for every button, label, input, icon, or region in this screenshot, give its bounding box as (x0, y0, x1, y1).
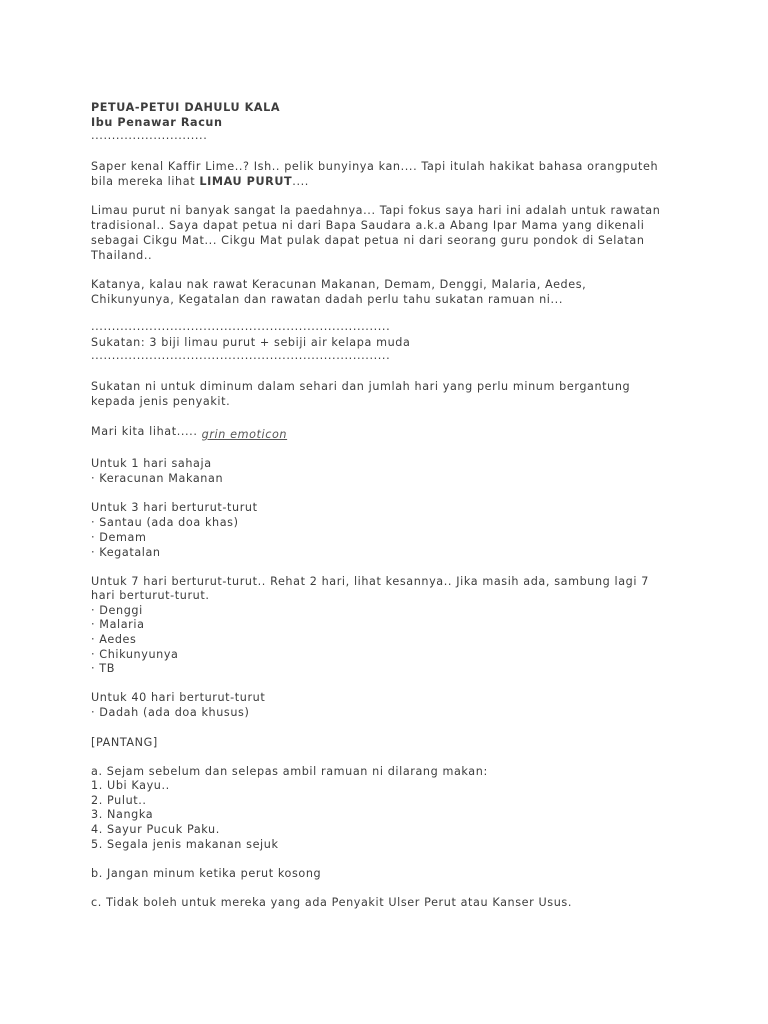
list-item: 1. Ubi Kayu.. (91, 779, 170, 792)
list-item: · Malaria (91, 618, 145, 631)
doc-subtitle: Ibu Penawar Racun (91, 116, 223, 129)
para2-line-4: Thailand.. (91, 249, 153, 262)
doc-title: PETUA-PETUI DAHULU KALA (91, 101, 281, 114)
dosage-divider-bottom: ........................................................................ (91, 349, 391, 362)
list-item: · Chikunyunya (91, 648, 179, 661)
para2-line-1: Limau purut ni banyak sangat la paedahnya... Tapi fokus saya hari ini adalah untuk rawatan (91, 204, 661, 217)
group1-heading: Untuk 1 hari sahaja (91, 457, 212, 470)
grin-emoticon-link[interactable]: grin emoticon (201, 428, 288, 441)
list-item: · Denggi (91, 604, 143, 617)
intro-line-1: Saper kenal Kaffir Lime..? Ish.. pelik bunyinya kan.... Tapi itulah hakikat bahasa orangputeh (91, 160, 659, 173)
para2-line-3: sebagai Cikgu Mat... Cikgu Mat pulak dapat petua ni dari seorang guru pondok di Selatan (91, 234, 645, 247)
pantang-heading: [PANTANG] (91, 736, 158, 749)
list-item: · Kegatalan (91, 546, 161, 559)
list-item: · Demam (91, 531, 147, 544)
para3-line-2: Chikunyunya, Kegatalan dan rawatan dadah perlu tahu sukatan ramuan ni... (91, 293, 563, 306)
list-item: · TB (91, 662, 116, 675)
pantang-a-text: a. Sejam sebelum dan selepas ambil ramuan ni dilarang makan: (91, 765, 488, 778)
group40-heading: Untuk 40 hari berturut-turut (91, 691, 266, 704)
pantang-c-text: c. Tidak boleh untuk mereka yang ada Penyakit Ulser Perut atau Kanser Usus. (91, 896, 572, 909)
para4-line-1: Sukatan ni untuk diminum dalam sehari dan jumlah hari yang perlu minum bergantung (91, 380, 631, 393)
lihat-text: Mari kita lihat..... (91, 425, 198, 438)
lihat-line (91, 424, 287, 439)
list-item: · Keracunan Makanan (91, 472, 224, 485)
intro-line-2 (91, 174, 309, 189)
list-item: 2. Pulut.. (91, 794, 147, 807)
list-item: 4. Sayur Pucuk Paku. (91, 823, 220, 836)
para4-line-2: kepada jenis penyakit. (91, 395, 231, 408)
list-item: 5. Segala jenis makanan sejuk (91, 838, 279, 851)
intro-line-2-text: bila mereka lihat (91, 175, 200, 188)
para2-line-2: tradisional.. Saya dapat petua ni dari Bapa Saudara a.k.a Abang Ipar Mama yang dikenali (91, 219, 645, 232)
group3-heading: Untuk 3 hari berturut-turut (91, 501, 258, 514)
pantang-b-text: b. Jangan minum ketika perut kosong (91, 867, 322, 880)
list-item: · Santau (ada doa khas) (91, 516, 239, 529)
dosage-text: Sukatan: 3 biji limau purut + sebiji air kelapa muda (91, 336, 411, 349)
group7-heading-line-2: hari berturut-turut. (91, 589, 210, 602)
list-item: · Aedes (91, 633, 137, 646)
limau-purut-emphasis: LIMAU PURUT (199, 175, 293, 188)
title-divider: ............................ (91, 129, 208, 142)
list-item: 3. Nangka (91, 808, 154, 821)
intro-line-2-end: .... (292, 175, 309, 188)
list-item: · Dadah (ada doa khusus) (91, 706, 250, 719)
dosage-divider-top: ........................................................................ (91, 320, 391, 333)
group7-heading-line-1: Untuk 7 hari berturut-turut.. Rehat 2 hari, lihat kesannya.. Jika masih ada, sambung lagi 7 (91, 575, 649, 588)
para3-line-1: Katanya, kalau nak rawat Keracunan Makanan, Demam, Denggi, Malaria, Aedes, (91, 278, 587, 291)
